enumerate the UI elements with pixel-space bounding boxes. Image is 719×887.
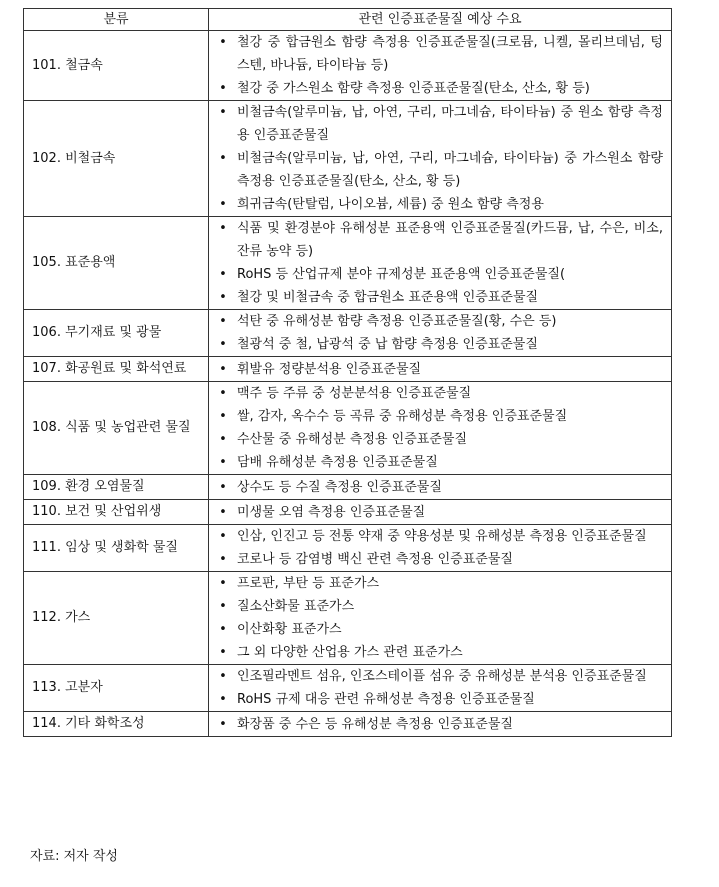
list-item-text: RoHS 등 산업규제 분야 규제성분 표준용액 인증표준물질( xyxy=(237,267,566,282)
list-item xyxy=(209,77,663,100)
list-item xyxy=(209,525,663,548)
item-list xyxy=(209,101,663,216)
list-item xyxy=(209,595,663,618)
bullet-icon: • xyxy=(219,314,227,329)
list-item-text: 코로나 등 감염병 백신 관련 측정용 인증표준물질 xyxy=(237,552,513,567)
category-cell: 105. 표준용액 xyxy=(24,217,209,310)
list-item-text: 철광석 중 철, 납광석 중 납 함량 측정용 인증표준물질 xyxy=(237,337,538,352)
bullet-icon: • xyxy=(219,455,227,470)
list-item xyxy=(209,548,663,571)
bullet-icon: • xyxy=(219,504,227,520)
bullet-icon: • xyxy=(219,386,227,401)
category-cell: 113. 고분자 xyxy=(24,665,209,712)
table-row xyxy=(24,31,672,101)
crm-demand-table xyxy=(23,8,672,737)
list-item xyxy=(209,358,663,381)
list-item xyxy=(209,310,663,333)
header-category: 분류 xyxy=(24,9,209,31)
list-item xyxy=(209,665,663,688)
item-list xyxy=(209,713,663,736)
list-item xyxy=(209,688,663,711)
item-list xyxy=(209,501,663,524)
bullet-icon: • xyxy=(219,432,227,447)
list-item xyxy=(209,217,663,263)
bullet-icon: • xyxy=(219,692,227,707)
item-list xyxy=(209,476,663,499)
list-item-text: 희귀금속(탄탈럼, 나이오븀, 세륨) 중 원소 함량 측정용 xyxy=(237,197,544,212)
category-cell: 111. 임상 및 생화학 물질 xyxy=(24,525,209,572)
list-item-text: 인조필라멘트 섬유, 인조스테이플 섬유 중 유해성분 분석용 인증표준물질 xyxy=(237,669,647,684)
list-item-text: 담배 유해성분 측정용 인증표준물질 xyxy=(237,455,438,470)
bullet-icon: • xyxy=(219,337,227,352)
bullet-icon: • xyxy=(219,361,227,377)
list-item-text: 질소산화물 표준가스 xyxy=(237,599,355,614)
list-item-text: 인삼, 인진고 등 전통 약재 중 약용성분 및 유해성분 측정용 인증표준물질 xyxy=(237,529,647,544)
bullet-icon: • xyxy=(219,576,227,591)
table-row xyxy=(24,712,672,737)
bullet-icon: • xyxy=(219,716,227,732)
list-item xyxy=(209,641,663,664)
item-list xyxy=(209,665,663,711)
list-item xyxy=(209,382,663,405)
list-item-text: RoHS 규제 대응 관련 유해성분 측정용 인증표준물질 xyxy=(237,692,535,707)
table-row xyxy=(24,357,672,382)
item-list xyxy=(209,358,663,381)
bullet-icon: • xyxy=(219,552,227,567)
list-item xyxy=(209,713,663,736)
items-cell xyxy=(209,525,672,572)
list-item-text: 쌀, 감자, 옥수수 등 곡류 중 유해성분 측정용 인증표준물질 xyxy=(237,409,568,424)
list-item xyxy=(209,263,663,286)
list-item-text: 휘발유 정량분석용 인증표준물질 xyxy=(237,361,422,377)
items-cell xyxy=(209,310,672,357)
items-cell xyxy=(209,572,672,665)
table-row xyxy=(24,500,672,525)
item-list xyxy=(209,382,663,474)
list-item xyxy=(209,31,663,77)
list-item-text: 상수도 등 수질 측정용 인증표준물질 xyxy=(237,479,442,495)
table-row xyxy=(24,101,672,217)
list-item xyxy=(209,451,663,474)
list-item xyxy=(209,618,663,641)
item-list xyxy=(209,217,663,309)
list-item-text: 비철금속(알루미늄, 납, 아연, 구리, 마그네슘, 타이타늄) 중 가스원소 함량 측정용 인증표준물질(탄소, 산소, 황 등) xyxy=(237,151,663,189)
category-cell: 109. 환경 오염물질 xyxy=(24,475,209,500)
bullet-icon: • xyxy=(219,151,227,166)
bullet-icon: • xyxy=(219,645,227,660)
list-item-text: 식품 및 환경분야 유해성분 표준용액 인증표준물질(카드뮴, 납, 수은, 비소, 잔류 농약 등) xyxy=(237,221,663,259)
list-item-text: 미생물 오염 측정용 인증표준물질 xyxy=(237,504,426,520)
list-item xyxy=(209,501,663,524)
category-cell: 112. 가스 xyxy=(24,572,209,665)
bullet-icon: • xyxy=(219,35,227,50)
list-item-text: 화장품 중 수은 등 유해성분 측정용 인증표준물질 xyxy=(237,716,513,732)
list-item-text: 철강 중 가스원소 함량 측정용 인증표준물질(탄소, 산소, 황 등) xyxy=(237,81,590,96)
bullet-icon: • xyxy=(219,479,227,495)
items-cell xyxy=(209,382,672,475)
table-row xyxy=(24,475,672,500)
bullet-icon: • xyxy=(219,267,227,282)
list-item-text: 철강 중 합금원소 함량 측정용 인증표준물질(크로뮴, 니켈, 몰리브데넘, 텅스텐, 바나듐, 타이타늄 등) xyxy=(237,35,663,73)
table-row xyxy=(24,382,672,475)
bullet-icon: • xyxy=(219,81,227,96)
bullet-icon: • xyxy=(219,599,227,614)
table-body xyxy=(24,31,672,737)
list-item-text: 맥주 등 주류 중 성분분석용 인증표준물질 xyxy=(237,386,472,401)
list-item xyxy=(209,572,663,595)
table-header-row xyxy=(24,9,672,31)
list-item-text: 비철금속(알루미늄, 납, 아연, 구리, 마그네슘, 타이타늄) 중 원소 함량 측정용 인증표준물질 xyxy=(237,105,663,143)
table-row xyxy=(24,217,672,310)
category-cell: 108. 식품 및 농업관련 물질 xyxy=(24,382,209,475)
category-cell: 102. 비철금속 xyxy=(24,101,209,217)
bullet-icon: • xyxy=(219,529,227,544)
item-list xyxy=(209,31,663,100)
list-item xyxy=(209,101,663,147)
category-cell: 107. 화공원료 및 화석연료 xyxy=(24,357,209,382)
table-row xyxy=(24,525,672,572)
item-list xyxy=(209,310,663,356)
items-cell xyxy=(209,712,672,737)
header-items: 관련 인증표준물질 예상 수요 xyxy=(209,9,672,31)
table-row xyxy=(24,310,672,357)
bullet-icon: • xyxy=(219,105,227,120)
list-item-text: 프로판, 부탄 등 표준가스 xyxy=(237,576,380,591)
list-item xyxy=(209,286,663,309)
bullet-icon: • xyxy=(219,409,227,424)
bullet-icon: • xyxy=(219,197,227,212)
item-list xyxy=(209,572,663,664)
category-cell: 110. 보건 및 산업위생 xyxy=(24,500,209,525)
list-item xyxy=(209,405,663,428)
items-cell xyxy=(209,500,672,525)
item-list xyxy=(209,525,663,571)
list-item xyxy=(209,193,663,216)
items-cell xyxy=(209,475,672,500)
items-cell xyxy=(209,31,672,101)
list-item-text: 철강 및 비철금속 중 합금원소 표준용액 인증표준물질 xyxy=(237,290,539,305)
list-item-text: 수산물 중 유해성분 측정용 인증표준물질 xyxy=(237,432,468,447)
source-note: 자료: 저자 작성 xyxy=(30,849,118,864)
table-row xyxy=(24,572,672,665)
bullet-icon: • xyxy=(219,290,227,305)
category-cell: 101. 철금속 xyxy=(24,31,209,101)
category-cell: 114. 기타 화학조성 xyxy=(24,712,209,737)
list-item xyxy=(209,147,663,193)
list-item xyxy=(209,476,663,499)
list-item-text: 이산화황 표준가스 xyxy=(237,622,342,637)
bullet-icon: • xyxy=(219,669,227,684)
list-item-text: 석탄 중 유해성분 함량 측정용 인증표준물질(황, 수은 등) xyxy=(237,314,557,329)
bullet-icon: • xyxy=(219,221,227,236)
items-cell xyxy=(209,357,672,382)
category-cell: 106. 무기재료 및 광물 xyxy=(24,310,209,357)
items-cell xyxy=(209,101,672,217)
items-cell xyxy=(209,665,672,712)
list-item-text: 그 외 다양한 산업용 가스 관련 표준가스 xyxy=(237,645,463,660)
list-item xyxy=(209,428,663,451)
list-item xyxy=(209,333,663,356)
table-row xyxy=(24,665,672,712)
items-cell xyxy=(209,217,672,310)
bullet-icon: • xyxy=(219,622,227,637)
